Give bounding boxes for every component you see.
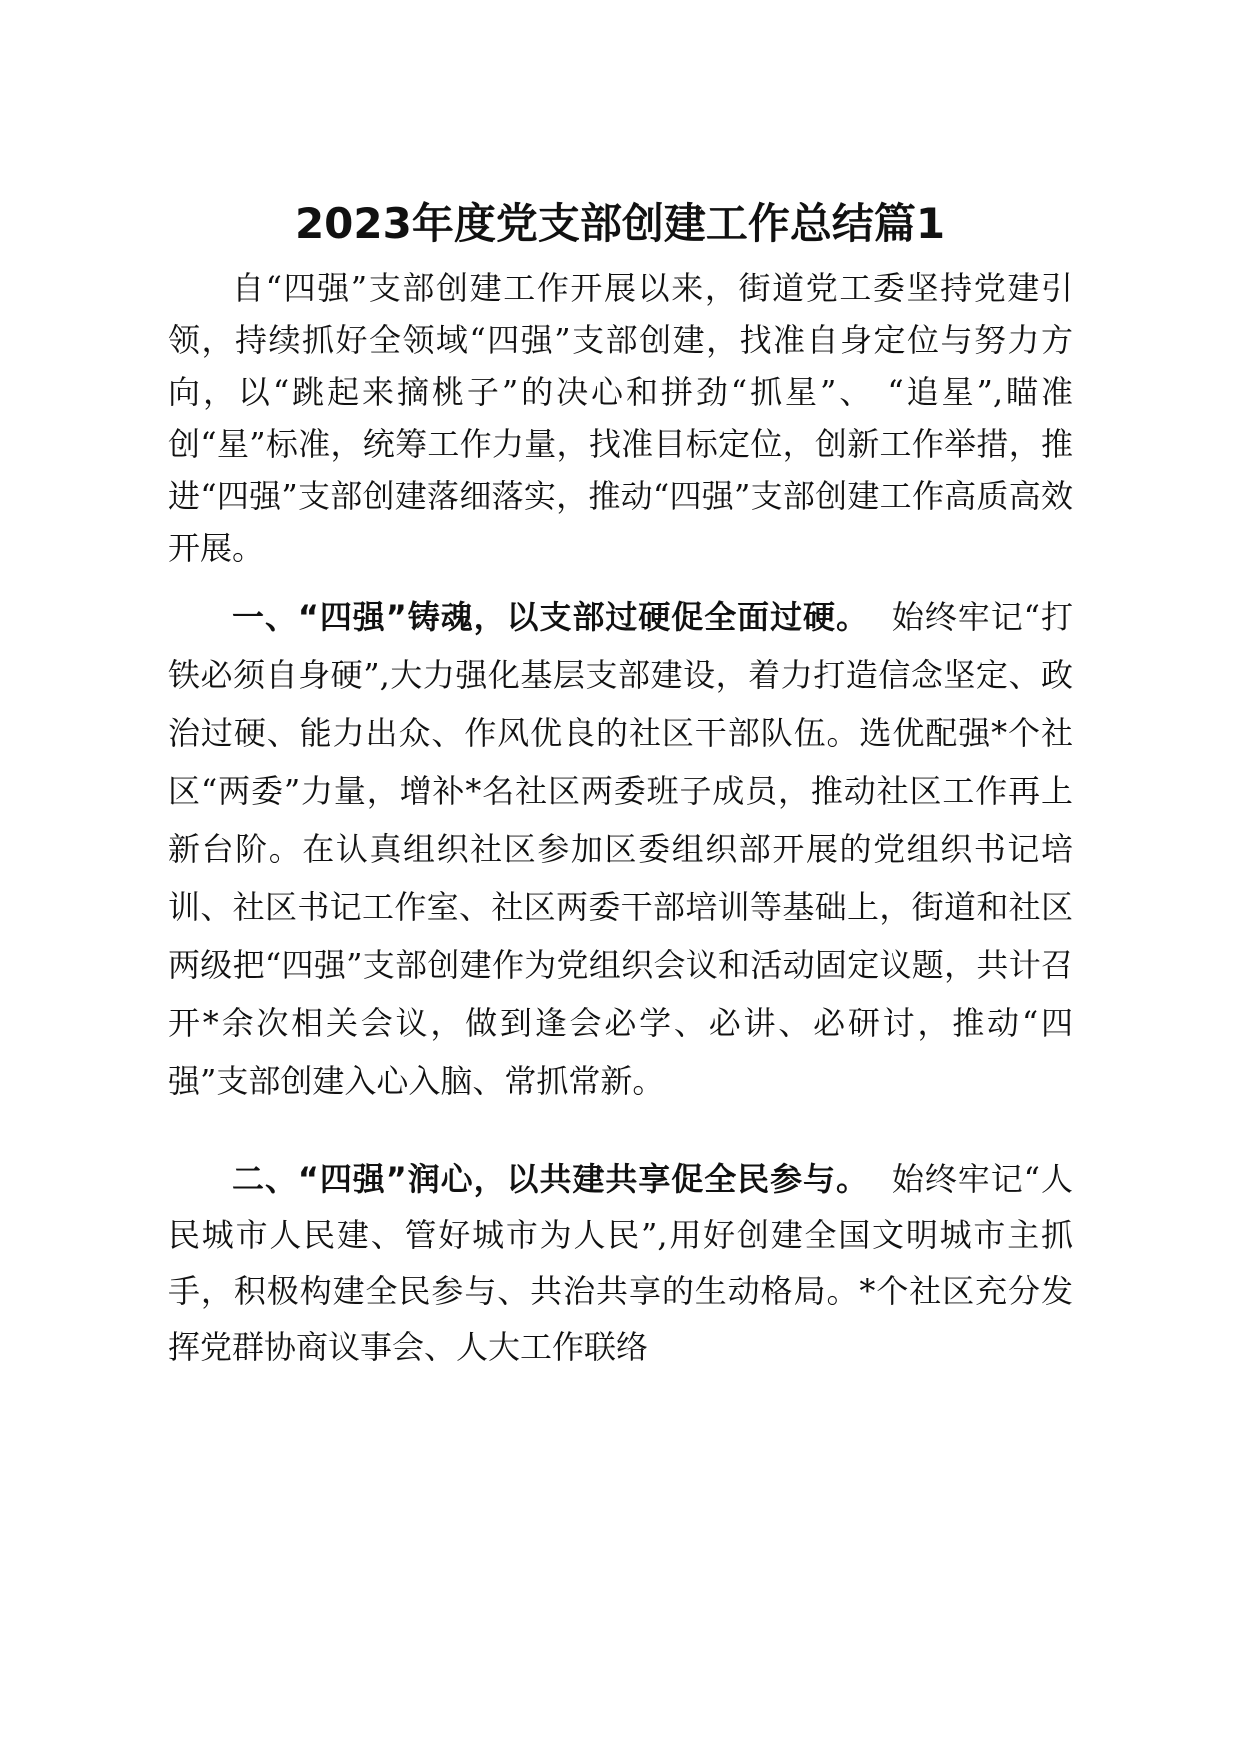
section-1-text: 始终牢记“打铁必须自身硬”,大力强化基层支部建设，着力打造信念坚定、政治过硬、能力出众、作风优良的社区干部队伍。选优配强*个社区“两委”力量，增补*名社区两委班子成员，推动社区工作再上新台阶。在认真组织社区参加区委组织部开展的党组织书记培训、社区书记工作室、社区两委干部培训等基础上，街道和社区两级把“四强”支部创建作为党组织会议和活动固定议题，共计召开*余次相关会议，做到逢会必学、必讲、必研讨，推动“四强”支部创建入心入脑、常抓常新。 [168,598,1073,1100]
section-2-heading: 二、“四强”润心，以共建共享促全民参与。 [232,1160,869,1198]
section-1-heading: 一、“四强”铸魂，以支部过硬促全面过硬。 [232,598,869,636]
intro-paragraph: 自“四强”支部创建工作开展以来，街道党工委坚持党建引领，持续抓好全领域“四强”支部创建，找准自身定位与努力方向，以“跳起来摘桃子”的决心和拼劲“抓星”、 “追星”,瞄准创“星”标准，统筹工作力量，找准目标定位，创新工作举措，推进“四强”支部创建落细落实，推动“四强”支部创建工作高质高效开展。 [168,269,1073,567]
section-1-paragraph [168,588,1073,1110]
section-2-text: 始终牢记“人民城市人民建、管好城市为人民”,用好创建全国文明城市主抓手，积极构建全民参与、共治共享的生动格局。*个社区充分发挥党群协商议事会、人大工作联络 [168,1160,1073,1366]
section-2-paragraph [168,1151,1073,1375]
document-title: 2023年度党支部创建工作总结篇1 [294,199,946,248]
